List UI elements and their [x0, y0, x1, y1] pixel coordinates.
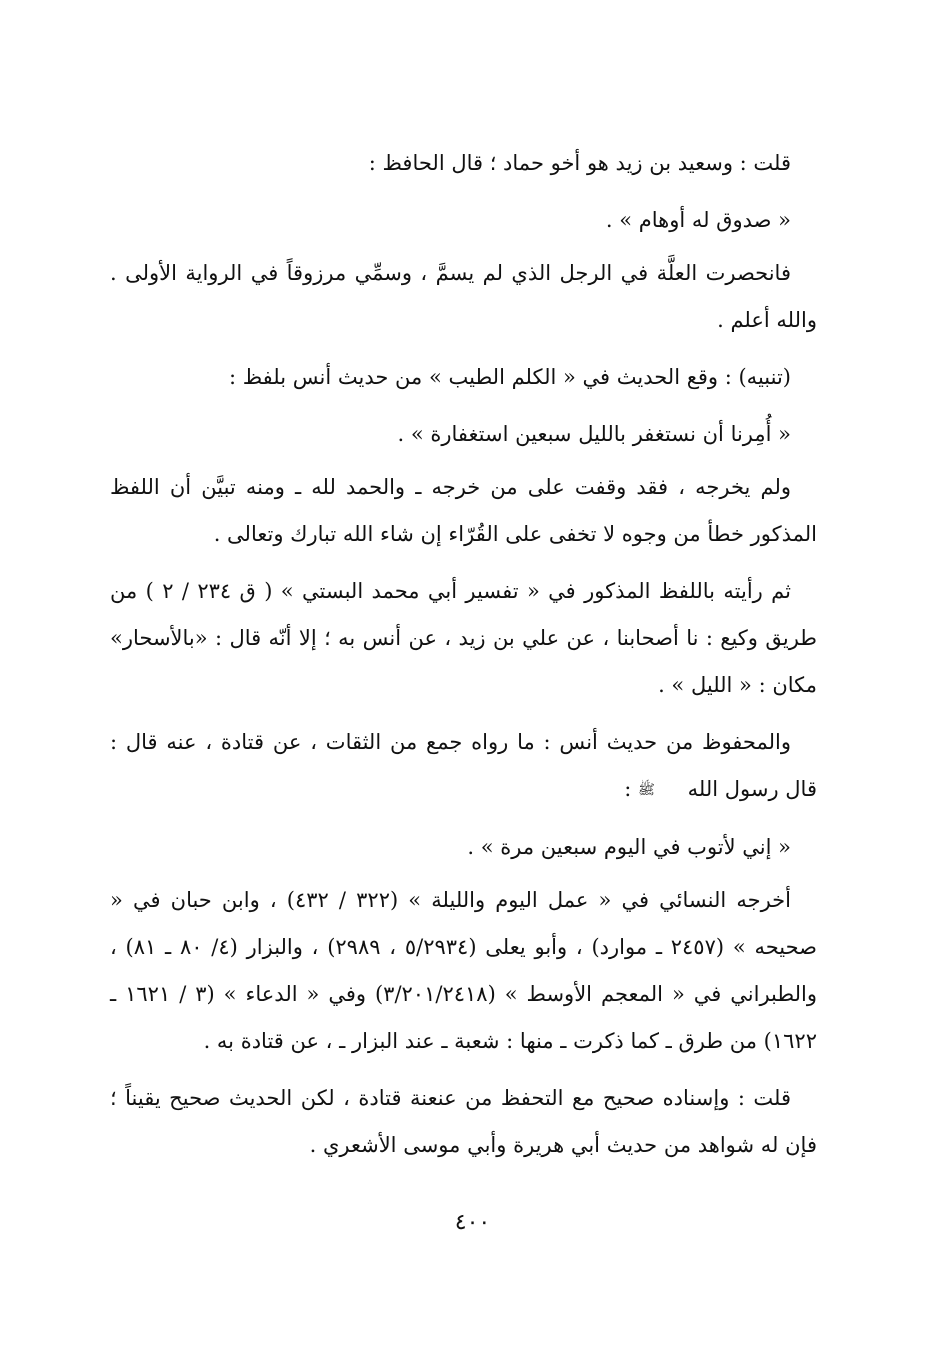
- paragraph-5-text: والمحفوظ من حديث أنس : ما رواه جمع من الثقات ، عن قتادة ، عنه قال : قال رسول الله: [110, 730, 817, 801]
- quote-3: « إني لأتوب في اليوم سبعين مرة » .: [467, 835, 791, 859]
- paragraph-3: ولم يخرجه ، فقد وقفت على من خرجه ـ والحمد لله ـ ومنه تبيَّن أن اللفظ المذكور خطأ من وجوه لا تخفى على القُرّاء إن شاء الله تبارك وتعالى .: [110, 475, 817, 546]
- quote-1: « صدوق له أوهام » .: [605, 208, 791, 232]
- paragraph-1: قلت : وسعيد بن زيد هو أخو حماد ؛ قال الحافظ :: [368, 151, 791, 175]
- paragraph-5-colon: :: [624, 777, 632, 801]
- paragraph-5: [110, 719, 817, 814]
- paragraph-4: ثم رأيته باللفظ المذكور في « تفسير أبي محمد البستي » ( ق ٢٣٤ / ٢ ) من طريق وكيع : نا أصحابنا ، عن علي بن زيد ، عن أنس به ؛ إلا أنّه قال : «بالأسحار» مكان : « الليل » .: [110, 579, 817, 697]
- quote-2: « أُمِرنا أن نستغفر بالليل سبعين استغفارة » .: [397, 422, 791, 446]
- paragraph-7: قلت : وإسناده صحيح مع التحفظ من عنعنة قتادة ، لكن الحديث صحيح يقيناً ؛ فإن له شواهد من حديث أبي هريرة وأبي موسى الأشعري .: [110, 1086, 817, 1157]
- note-paragraph: (تنبيه) : وقع الحديث في « الكلم الطيب » من حديث أنس بلفظ :: [229, 365, 791, 389]
- honorific-glyph: ﷺ: [638, 782, 655, 798]
- main-text: [110, 140, 817, 1179]
- paragraph-2: فانحصرت العلَّة في الرجل الذي لم يسمَّ ، وسمِّي مرزوقاً في الرواية الأولى . والله أعلم .: [110, 261, 817, 332]
- paragraph-6: أخرجه النسائي في « عمل اليوم والليلة » (٣٢٢ / ٤٣٢) ، وابن حبان في « صحيحه » (٢٤٥٧ ـ موارد) ، وأبو يعلى (٥/٢٩٣٤ ، ٢٩٨٩) ، والبزار (٤/ ٨٠ ـ ٨١) ، والطبراني في « المعجم الأوسط » (٣/٢٠١/٢٤١٨) وفي « الدعاء » (٣ / ١٦٢١ ـ ١٦٢٢) من طرق ـ كما ذكرت ـ منها : شعبة ـ عند البزار ـ ، عن قتادة به .: [110, 888, 817, 1053]
- page-number: ٤٠٠: [454, 1210, 491, 1235]
